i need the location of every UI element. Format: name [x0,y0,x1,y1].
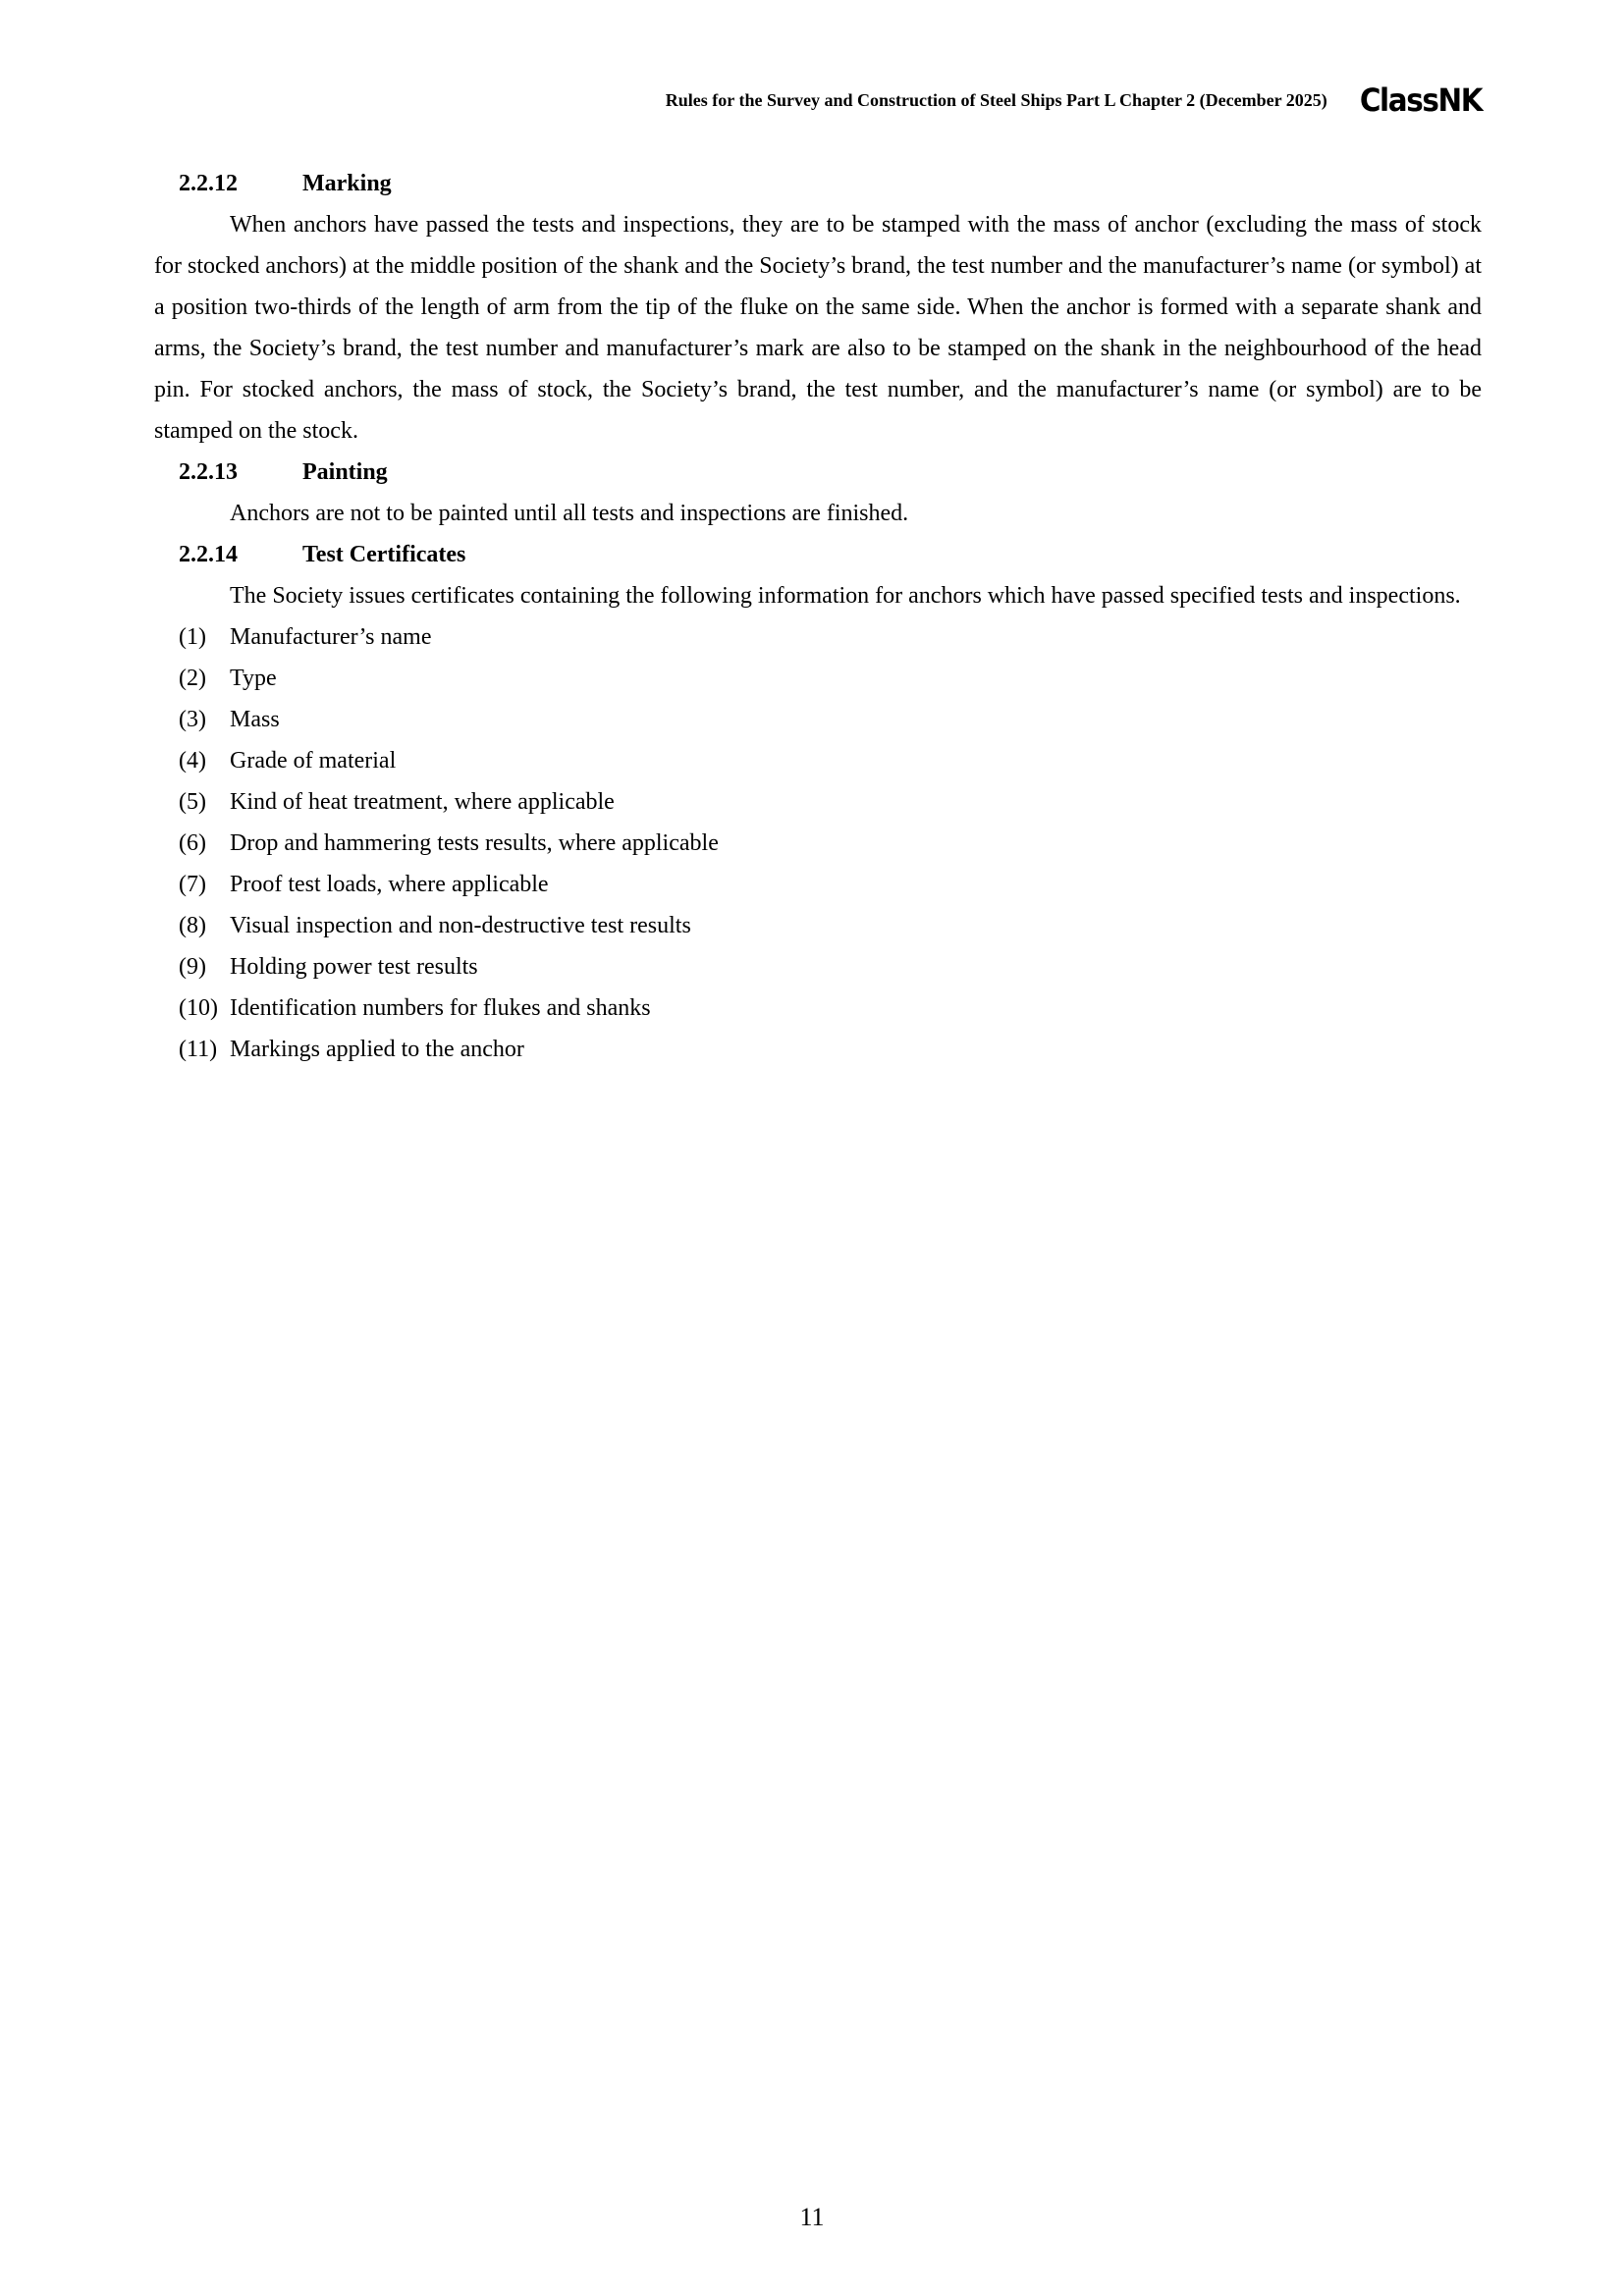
list-item [154,946,1482,988]
certificate-info-list [154,616,1482,1070]
list-item-text: Kind of heat treatment, where applicable [230,789,615,815]
list-item [154,905,1482,946]
list-item-number: (8) [179,913,206,938]
section-paragraph: When anchors have passed the tests and inspections, they are to be stamped with the mass of anchor (excluding the mass of stock for stocked anchors) at the middle position of the shank and the Society’s brand, the test number and the manufacturer’s name (or symbol) at a position two-thirds of the length of arm from the tip of the fluke on the same side. When the anchor is formed with a separate shank and arms, the Society’s brand, the test number and manufacturer’s mark are also to be stamped on the shank in the neighbourhood of the head pin. For stocked anchors, the mass of stock, the Society’s brand, the test number, and the manufacturer’s name (or symbol) are to be stamped on the stock. [154,212,1482,444]
list-item-number: (4) [179,748,206,774]
list-item-text: Manufacturer’s name [230,624,432,650]
list-item-number: (3) [179,707,206,732]
list-item-number: (11) [179,1037,218,1062]
section-heading [154,534,1482,575]
list-item-text: Identification numbers for flukes and shanks [230,995,651,1021]
list-item-text: Type [230,666,277,691]
list-item [154,616,1482,658]
list-item-text: Visual inspection and non-destructive test results [230,913,691,938]
list-item [154,658,1482,699]
list-item-number: (9) [179,954,206,980]
list-item-number: (5) [179,789,206,815]
section-number: 2.2.14 [179,542,238,567]
section-2-2-13 [154,452,1482,534]
section-title: Test Certificates [302,542,466,567]
section-2-2-14 [154,534,1482,1070]
list-item [154,864,1482,905]
list-item-number: (6) [179,830,206,856]
section-paragraph: Anchors are not to be painted until all tests and inspections are finished. [230,501,909,526]
list-item-text: Proof test loads, where applicable [230,872,549,897]
section-2-2-12 [154,163,1482,452]
list-item-number: (2) [179,666,206,691]
list-item [154,740,1482,781]
list-item-text: Grade of material [230,748,397,774]
section-number: 2.2.13 [179,459,238,485]
document-title: Rules for the Survey and Construction of Steel Ships Part L Chapter 2 (December 2025) [665,89,1327,110]
list-item [154,823,1482,864]
list-item-number: (7) [179,872,206,897]
page-number: 11 [799,2203,825,2231]
list-item-text: Markings applied to the anchor [230,1037,524,1062]
classnk-logo: ClassNK [1359,81,1482,119]
section-heading [154,452,1482,493]
list-item-number: (10) [179,995,218,1021]
section-number: 2.2.12 [179,171,238,196]
list-item [154,988,1482,1029]
list-item-text: Mass [230,707,280,732]
page-content [154,163,1482,1070]
list-item [154,699,1482,740]
section-paragraph: The Society issues certificates containing the following information for anchors which have passed specified tests and inspections. [230,583,1461,609]
section-title: Marking [302,171,392,196]
section-heading [154,163,1482,204]
section-title: Painting [302,459,388,485]
list-item-text: Holding power test results [230,954,478,980]
list-item-number: (1) [179,624,206,650]
list-item [154,781,1482,823]
page-header [154,79,1482,122]
list-item-text: Drop and hammering tests results, where applicable [230,830,719,856]
list-item [154,1029,1482,1070]
